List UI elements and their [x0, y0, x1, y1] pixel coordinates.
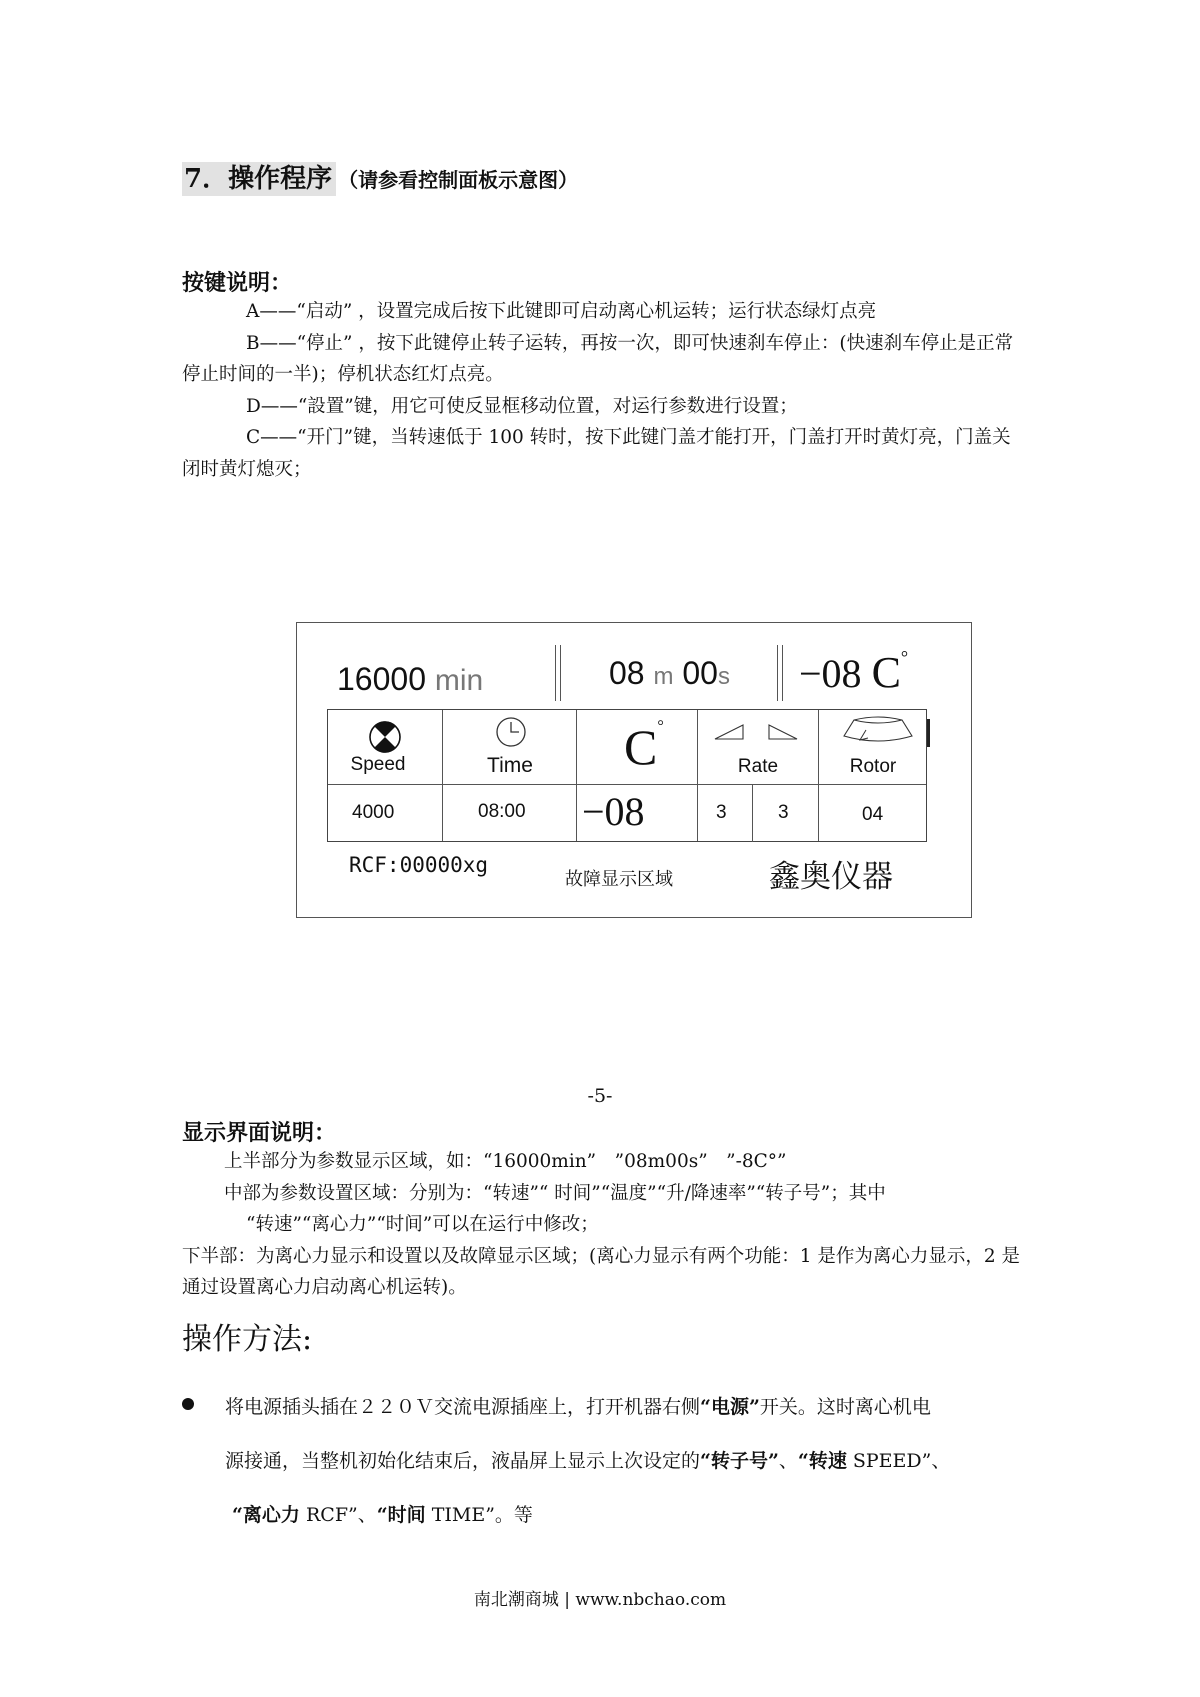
operation-text: RCF”、: [299, 1504, 377, 1526]
operation-line-2: [225, 1446, 950, 1473]
rotor-icon: [838, 712, 918, 748]
time-readout-seconds-unit: s: [717, 663, 730, 690]
grid-edge-mark: [927, 719, 930, 747]
grid-divider: [576, 710, 577, 841]
rate-up-value: 3: [716, 802, 727, 823]
key-d-description: D——“設置”键，用它可使反显框移动位置，对运行参数进行设置；: [246, 395, 798, 417]
keys-description: [182, 296, 1020, 485]
temperature-label-degree: °: [657, 718, 664, 735]
grid-divider: [752, 784, 753, 842]
operation-text: 、: [778, 1450, 798, 1472]
rate-label: Rate: [737, 756, 779, 777]
rotor-label: Rotor: [849, 756, 897, 777]
display-description: [182, 1146, 1022, 1304]
time-label: Time: [487, 754, 533, 777]
ramp-down-icon: [766, 722, 800, 742]
operation-text: 将电源插头插在２２０Ｖ交流电源插座上，打开机器右侧: [225, 1396, 701, 1418]
speed-term: “转速: [797, 1450, 847, 1472]
temperature-value: −08: [582, 789, 645, 834]
operation-text: 开关。这时离心机电: [759, 1396, 931, 1418]
key-a-description: A——“启动” ，设置完成后按下此键即可启动离心机运转；运行状态绿灯点亮: [246, 301, 877, 322]
section-number: 7．: [184, 164, 229, 194]
time-readout: [609, 655, 730, 692]
operation-line-3: [232, 1500, 533, 1527]
temperature-label: [624, 718, 664, 776]
bullet-icon: [182, 1398, 194, 1410]
display-line-upper: 上半部分为参数显示区域，如：“16000min” ”08m00s” ”-8C°”: [224, 1151, 787, 1172]
footer-watermark: 南北潮商城 | www.nbchao.com: [473, 1590, 727, 1610]
time-term: “时间: [376, 1504, 426, 1526]
rate-down-value: 3: [778, 802, 789, 823]
parameter-grid: [327, 709, 927, 842]
display-line-lower: 下半部：为离心力显示和设置以及故障显示区域；(离心力显示有两个功能：1 是作为离心力显示，2 是通过设置离心力启动离心机运转)。: [182, 1245, 1021, 1298]
readout-separator: [777, 645, 783, 701]
rcf-readout: RCF:00000xg: [349, 853, 489, 877]
time-readout-seconds: 00: [682, 655, 718, 691]
temperature-readout-degree: °: [900, 647, 909, 667]
section-note: （请参看控制面板示意图）: [338, 168, 579, 192]
time-readout-minutes-unit: m: [653, 663, 674, 690]
speed-readout-value: 16000: [337, 661, 426, 697]
brand-name: 鑫奥仪器: [769, 859, 893, 895]
temperature-label-unit: C: [624, 719, 658, 775]
section-title: [182, 158, 578, 195]
operation-text: 源接通，当整机初始化结束后，液晶屏上显示上次设定的: [225, 1450, 701, 1472]
speed-value: 4000: [352, 802, 395, 823]
operation-text: TIME”。等: [425, 1504, 533, 1526]
rotor-value: 04: [862, 804, 884, 825]
key-b-description: B——“停止” ，按下此键停止转子运转，再按一次，即可快速刹车停止：(快速刹车停止是正常停止时间的一半)；停机状态红灯点亮。: [182, 332, 1014, 385]
operation-line-1: [225, 1392, 931, 1419]
display-line-middle: 中部为参数设置区域：分别为：“转速”“ 时间”“温度”“升/降速率”“转子号”；其中: [224, 1182, 886, 1204]
grid-row-divider: [328, 784, 926, 785]
time-readout-minutes: 08: [609, 655, 645, 691]
key-c-description: C——“开门”键，当转速低于 100 转时，按下此键门盖才能打开，门盖打开时黄灯亮，门盖关闭时黄灯熄灭；: [182, 427, 1011, 480]
rotor-number-term: “转子号”: [700, 1450, 779, 1472]
temperature-readout-value: −08: [799, 651, 862, 696]
display-line-editable: “转速”“离心力”“时间”可以在运行中修改；: [246, 1214, 599, 1235]
operation-heading: 操作方法:: [182, 1322, 313, 1357]
fault-display-area: 故障显示区域: [565, 869, 673, 890]
clock-icon: [495, 716, 527, 748]
control-panel-diagram: [296, 622, 972, 918]
rcf-term: “离心力: [232, 1504, 300, 1526]
ramp-up-icon: [713, 722, 747, 742]
section-title-text: 操作程序: [228, 164, 333, 194]
time-value: 08:00: [478, 801, 526, 822]
readout-separator: [555, 645, 561, 701]
operation-text: SPEED”、: [846, 1450, 951, 1472]
grid-divider: [442, 710, 443, 841]
speed-label: Speed: [350, 754, 406, 775]
speed-readout-unit: min: [434, 664, 484, 697]
speed-readout: [337, 661, 483, 698]
keys-heading: 按键说明：: [182, 270, 293, 296]
page-number: -5-: [587, 1085, 613, 1107]
section-heading-highlight: [182, 162, 336, 196]
power-switch-term: “电源”: [700, 1396, 760, 1418]
display-heading: 显示界面说明：: [182, 1120, 337, 1146]
fan-icon: [368, 720, 402, 754]
temperature-readout-unit: C: [871, 648, 901, 697]
temperature-readout: [799, 647, 908, 698]
